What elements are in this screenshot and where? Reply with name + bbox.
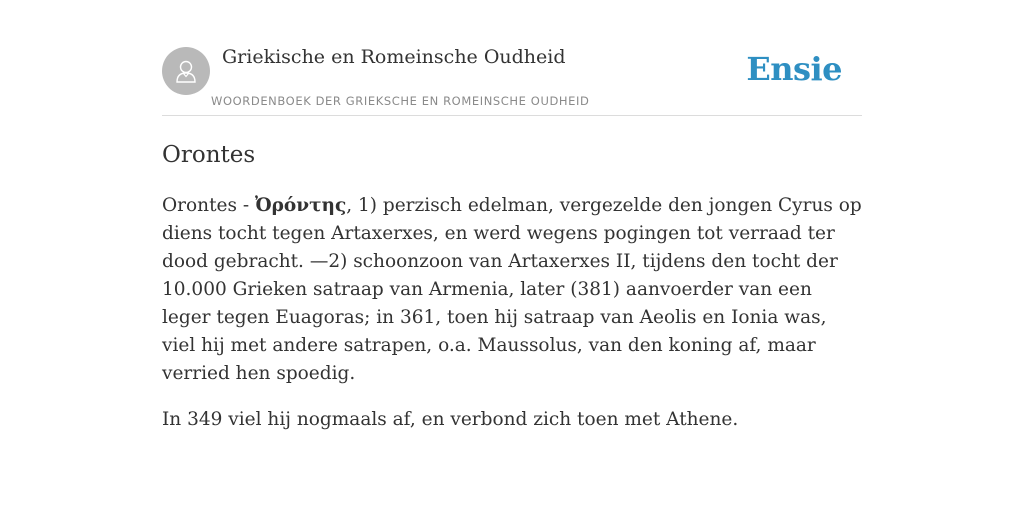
source-title[interactable]: Griekische en Romeinsche Oudheid — [222, 46, 566, 68]
source-subtitle: WOORDENBOEK DER GRIEKSCHE EN ROMEINSCHE OUDHEID — [211, 94, 590, 108]
page — [162, 0, 862, 434]
entry-headword: Orontes - — [162, 195, 255, 216]
greek-term: Ὀρόντης — [254, 195, 347, 216]
entry-text: , 1) perzisch edelman, vergezelde den jongen Cyrus op diens tocht tegen Artaxerxes, en werd wegens pogingen tot verraad ter dood gebracht. —2) schoonzoon van Artaxerxes II, tijdens den tocht der 10.000 Grieken satraap van Armenia, later (381) aanvoerder van een leger tegen Euagoras; in 361, toen hij satraap van Aeolis en Ionia was, viel hij met andere satrapen, o.a. Maussolus, van den koning af, maar verried hen spoedig. — [162, 195, 862, 384]
entry-paragraph-1 — [162, 192, 862, 388]
user-icon — [172, 57, 200, 85]
header — [162, 0, 862, 116]
entry-title: Orontes — [162, 142, 256, 168]
avatar[interactable] — [162, 47, 210, 95]
brand-logo[interactable]: Ensie — [746, 50, 842, 88]
entry-paragraph-2: In 349 viel hij nogmaals af, en verbond zich toen met Athene. — [162, 409, 739, 430]
